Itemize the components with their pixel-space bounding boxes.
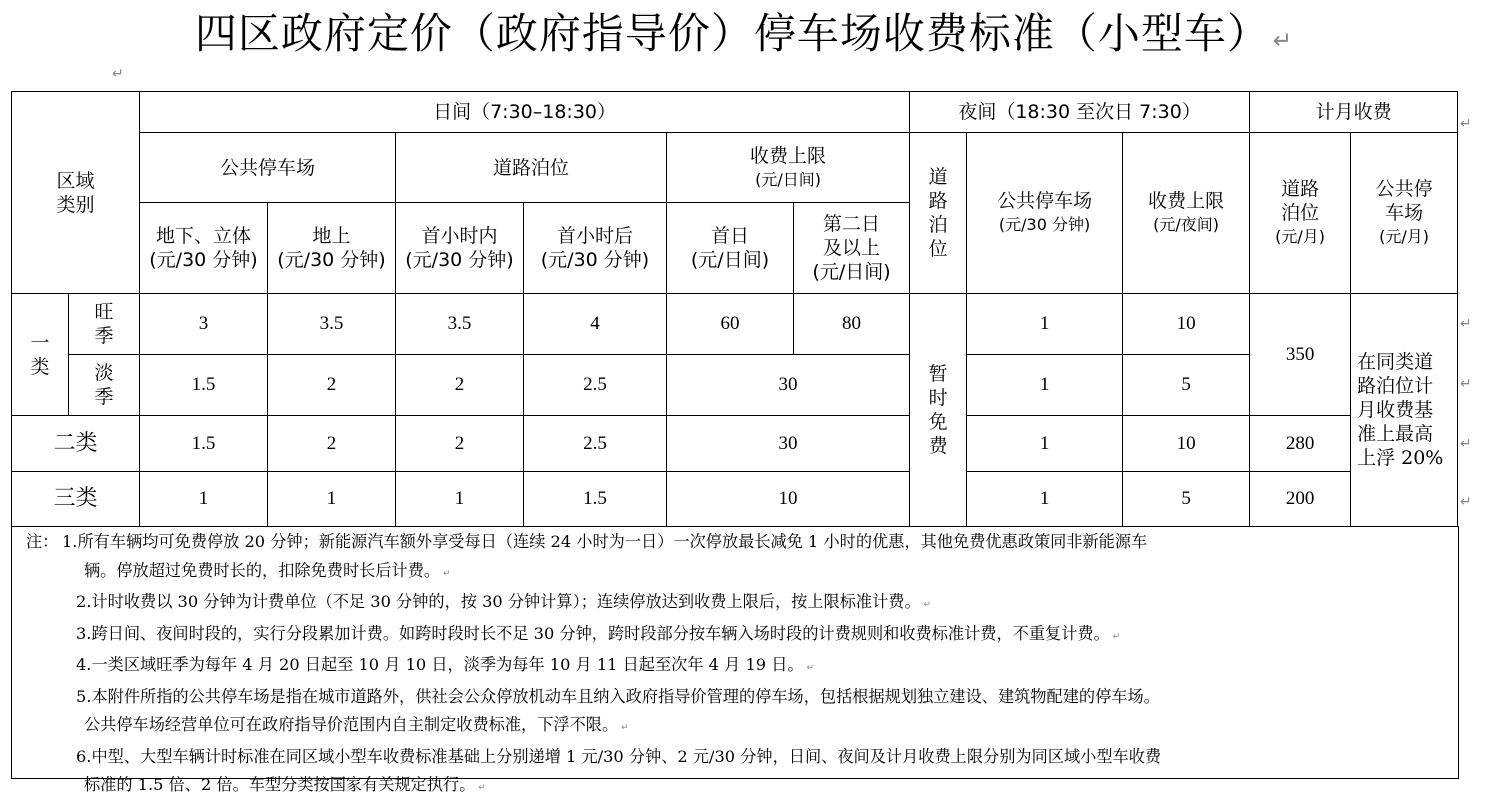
- table-cell: 10: [667, 472, 910, 527]
- table-cell: 30: [667, 416, 910, 472]
- table-cell: 1: [268, 472, 396, 527]
- monthly-header: 计月收费: [1250, 92, 1458, 133]
- table-cell: 4: [524, 294, 667, 355]
- note-3: 3.跨日间、夜间时段的，实行分段累加计费。如跨时段时长不足 30 分钟，跨时段部分按车辆入场时段的计费规则和收费标准计费，不重复计费。 ↵: [76, 623, 1121, 643]
- table-cell: 30: [667, 355, 910, 416]
- night-header: 夜间（18:30 至次日 7:30）: [910, 92, 1250, 133]
- return-mark-icon: ↵: [112, 66, 124, 82]
- first-hour-header: 首小时内 (元/30 分钟): [396, 203, 524, 294]
- after-first-hour-header: 首小时后 (元/30 分钟): [524, 203, 667, 294]
- night-cap-header: 收费上限 (元/夜间): [1123, 133, 1250, 294]
- region-category-header: 区域类别: [12, 92, 140, 294]
- table-cell: 1: [396, 472, 524, 527]
- table-cell: 10: [1123, 294, 1250, 355]
- note-6: 6.中型、大型车辆计时标准在同区域小型车收费标准基础上分别递增 1 元/30 分钟、2 元/30 分钟，日间、夜间及计月收费上限分别为同区域小型车收费: [76, 746, 1162, 766]
- note-5: 5.本附件所指的公共停车场是指在城市道路外，供社会公众停放机动车且纳入政府指导价管理的停车场，包括根据规划独立建设、建筑物配建的停车场。: [76, 686, 1160, 706]
- table-cell: 10: [1123, 416, 1250, 472]
- table-cell: 1.5: [524, 472, 667, 527]
- table-cell: 3.5: [396, 294, 524, 355]
- monthly-public-note: 在同类道路泊位计月收费基准上最高上浮 20%: [1351, 294, 1458, 527]
- table-cell: 60: [667, 294, 794, 355]
- ground-header: 地上 (元/30 分钟): [268, 203, 396, 294]
- table-cell: 2.5: [524, 416, 667, 472]
- table-cell: 1: [967, 416, 1123, 472]
- table-cell: 5: [1123, 355, 1250, 416]
- note-6-cont: 标准的 1.5 倍、2 倍。车型分类按国家有关规定执行。 ↵: [84, 775, 486, 794]
- return-mark-icon: ↵: [1460, 494, 1472, 510]
- note-1: 注： 1.所有车辆均可免费停放 20 分钟；新能源汽车额外享受每日（连续 24 小时为一日）一次停放最长减免 1 小时的优惠，其他免费优惠政策同非新能源车: [26, 532, 1148, 551]
- night-road-free: 暂时免费: [910, 294, 967, 527]
- table-cell: 2.5: [524, 355, 667, 416]
- day-cap-header: 收费上限 (元/日间): [667, 133, 910, 203]
- table-cell: 1: [967, 472, 1123, 527]
- class3-label: 三类: [12, 472, 140, 527]
- return-mark-icon: ↵: [1460, 376, 1472, 392]
- table-cell: 1: [140, 472, 268, 527]
- peak-label: 旺季: [69, 294, 140, 355]
- first-day-header: 首日 (元/日间): [667, 203, 794, 294]
- table-cell: 1: [967, 355, 1123, 416]
- table-cell: 350: [1250, 294, 1351, 416]
- night-public-header: 公共停车场 (元/30 分钟): [967, 133, 1123, 294]
- table-cell: 80: [794, 294, 910, 355]
- page-title: 四区政府定价（政府指导价）停车场收费标准（小型车） ↵: [194, 9, 1294, 58]
- class2-label: 二类: [12, 416, 140, 472]
- note-5-cont: 公共停车场经营单位可在政府指导价范围内自主制定收费标准，下浮不限。 ↵: [84, 715, 629, 734]
- monthly-public-header: 公共停车场 (元/月): [1351, 133, 1458, 294]
- off-season-label: 淡季: [69, 355, 140, 416]
- table-cell: 1.5: [140, 416, 268, 472]
- table-cell: 5: [1123, 472, 1250, 527]
- fee-table: [11, 91, 1458, 527]
- underground-header: 地下、立体 (元/30 分钟): [140, 203, 268, 294]
- return-mark-icon: ↵: [1460, 116, 1472, 132]
- class1-label: 一类: [12, 294, 69, 416]
- notes-section: [11, 526, 1459, 794]
- note-4: 4.一类区域旺季为每年 4 月 20 日起至 10 月 10 日，淡季为每年 10 月 11 日起至次年 4 月 19 日。 ↵: [76, 655, 815, 674]
- night-road-header: 道路泊位: [910, 133, 967, 294]
- table-cell: 200: [1250, 472, 1351, 527]
- note-1-cont: 辆。停放超过免费时长的，扣除免费时长后计费。 ↵: [84, 560, 451, 580]
- return-mark-icon: ↵: [1460, 316, 1472, 332]
- table-cell: 2: [396, 355, 524, 416]
- public-parking-header: 公共停车场: [140, 133, 396, 203]
- return-mark-icon: ↵: [1272, 28, 1294, 54]
- day-header: 日间（7:30–18:30）: [140, 92, 910, 133]
- road-parking-header: 道路泊位: [396, 133, 667, 203]
- monthly-road-header: 道路泊位 (元/月): [1250, 133, 1351, 294]
- table-cell: 280: [1250, 416, 1351, 472]
- second-day-header: 第二日及以上 (元/日间): [794, 203, 910, 294]
- table-cell: 3.5: [268, 294, 396, 355]
- table-cell: 1: [967, 294, 1123, 355]
- table-cell: 1.5: [140, 355, 268, 416]
- table-cell: 3: [140, 294, 268, 355]
- table-cell: 2: [268, 355, 396, 416]
- return-mark-icon: ↵: [1460, 436, 1472, 452]
- note-2: 2.计时收费以 30 分钟为计费单位（不足 30 分钟的，按 30 分钟计算）；连续停放达到收费上限后，按上限标准计费。 ↵: [76, 592, 932, 611]
- table-cell: 2: [268, 416, 396, 472]
- table-cell: 2: [396, 416, 524, 472]
